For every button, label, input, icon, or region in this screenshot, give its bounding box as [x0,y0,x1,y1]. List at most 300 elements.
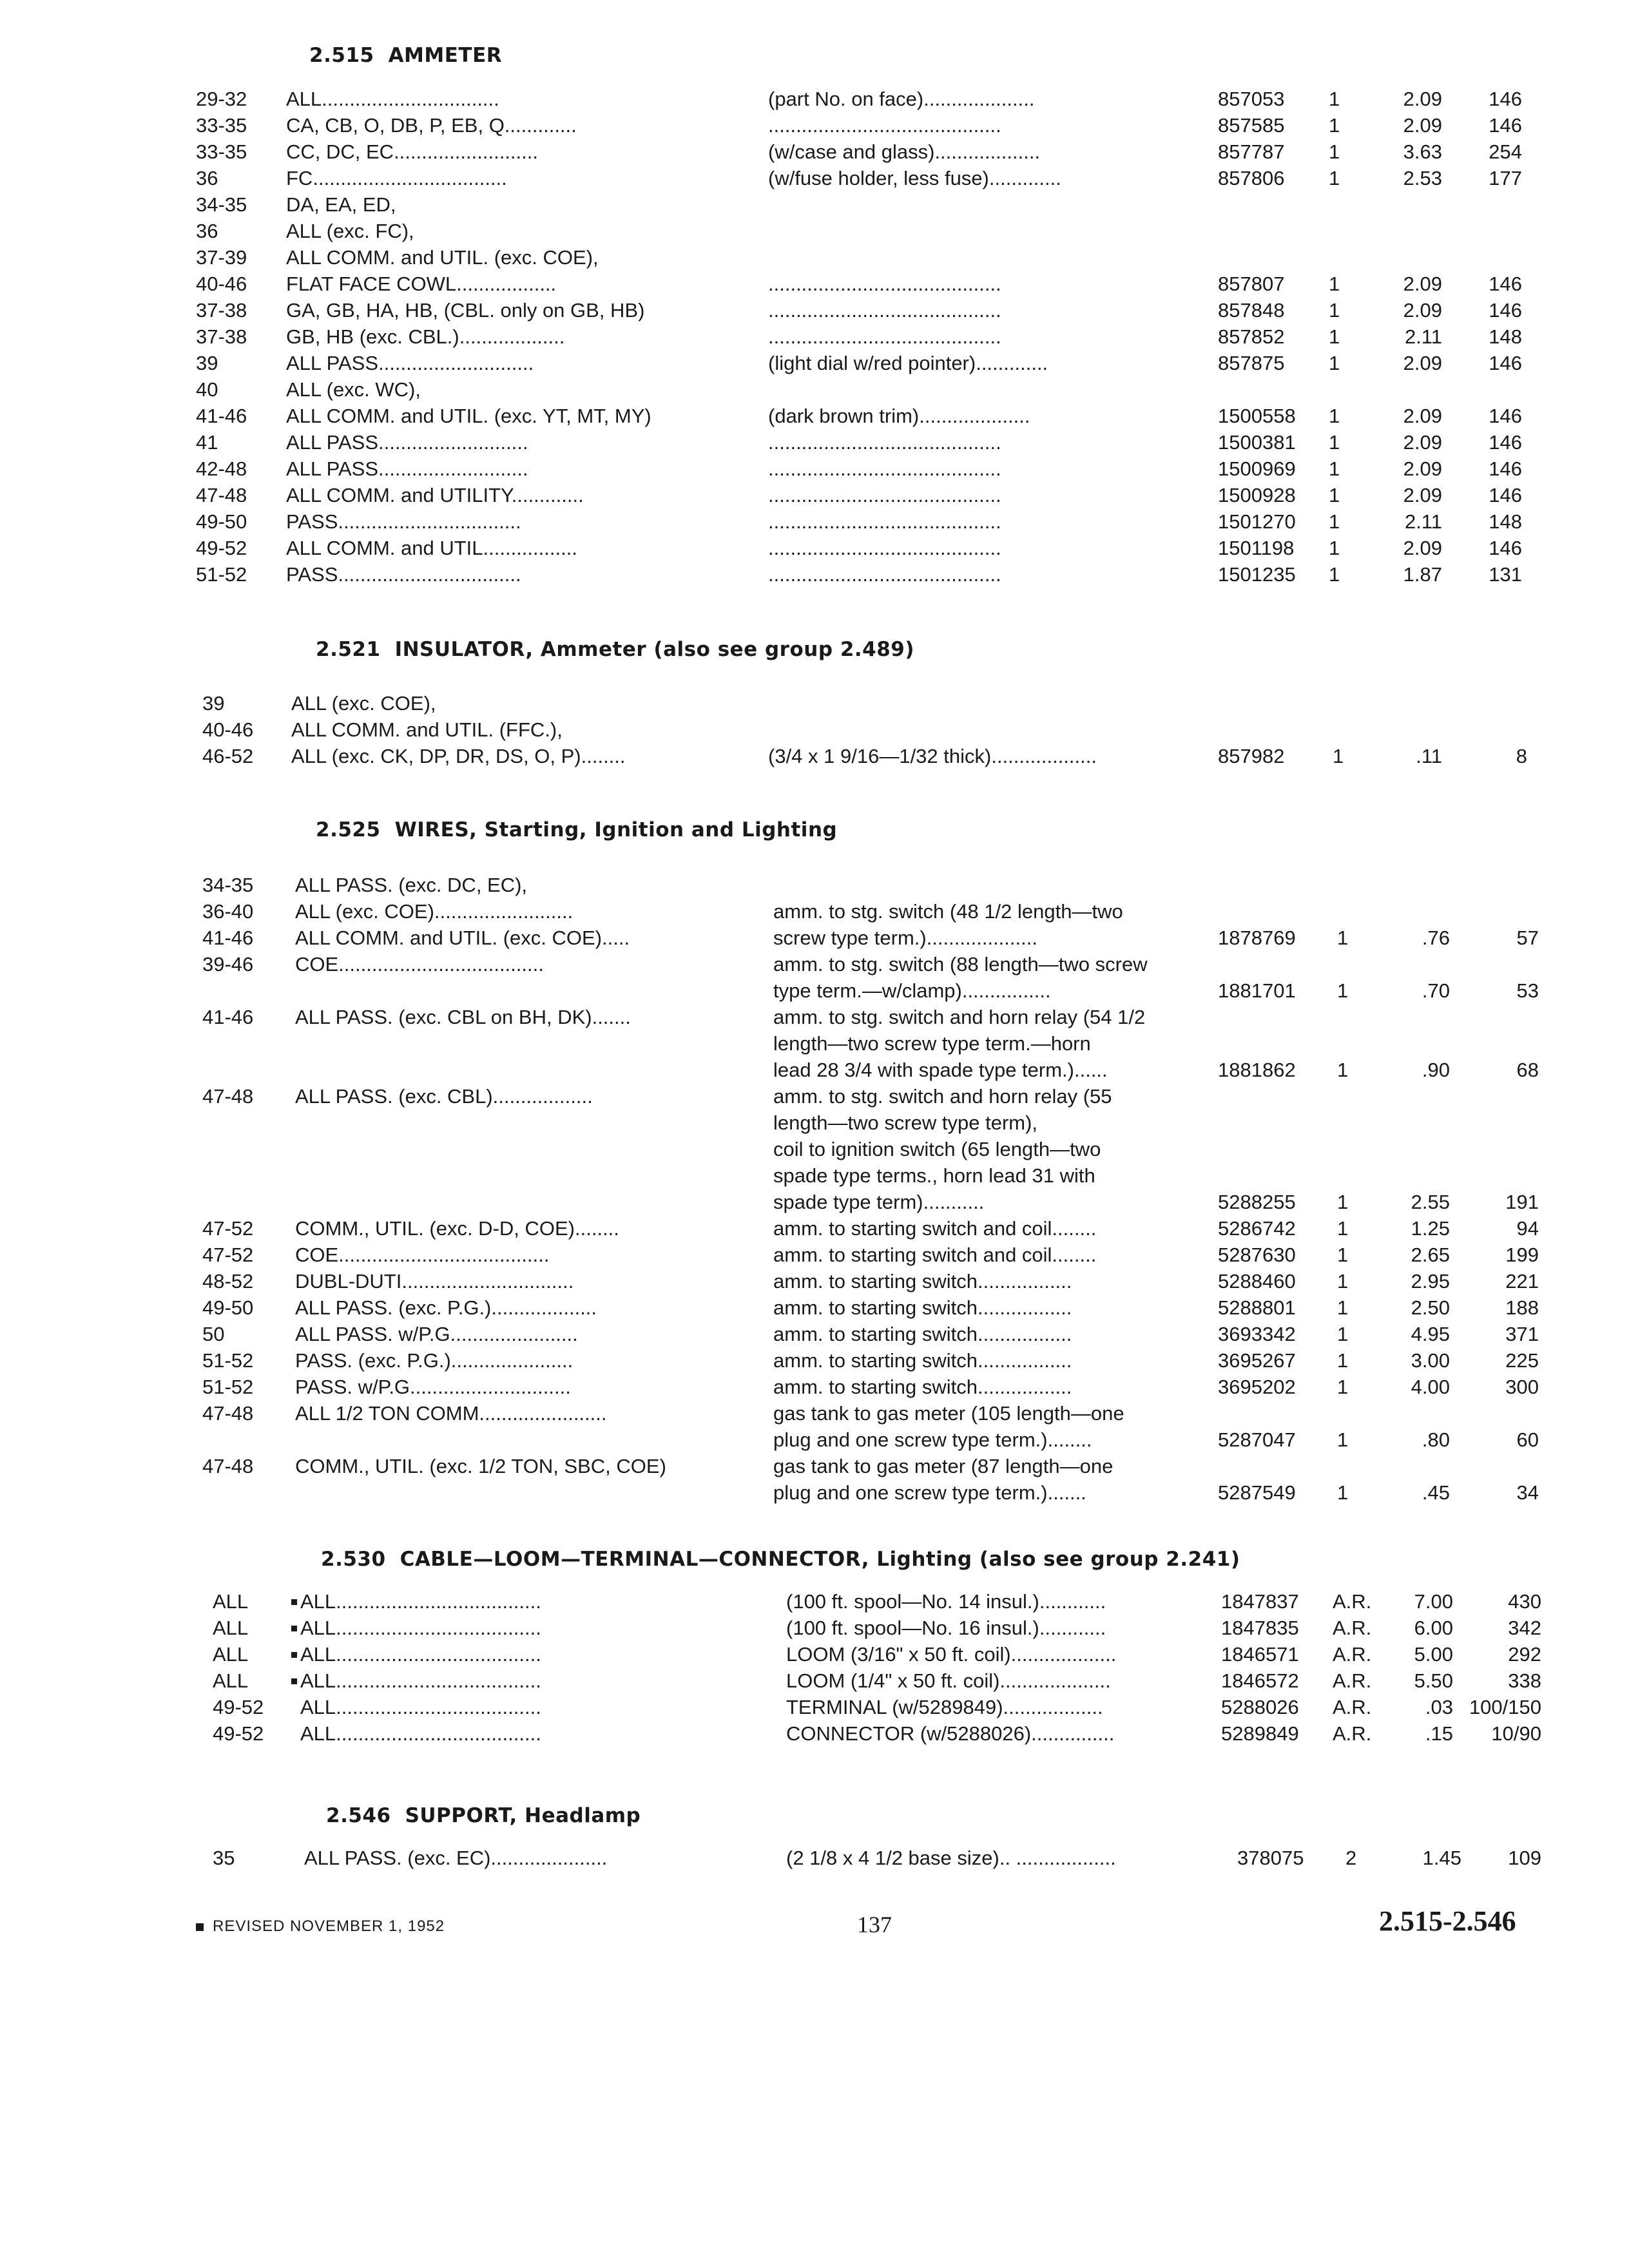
models-cell: PASS. (exc. P.G.)...................... [295,1349,574,1372]
list-price-cell: 7.00 [1414,1590,1453,1613]
years-cell: 47-48 [202,1085,254,1108]
quantity-cell: 1 [1337,1323,1349,1345]
list-price-cell: 2.11 [1404,510,1442,533]
description-cell: LOOM (1/4" x 50 ft. coil).................... [786,1669,1111,1692]
models-cell: CA, CB, O, DB, P, EB, Q............. [286,114,577,137]
quantity-cell: 1 [1337,1270,1349,1293]
description-cell: .......................................... [768,484,1001,506]
table-row [0,692,1629,718]
years-cell: 37-39 [196,246,247,269]
table-row [0,378,1629,405]
models-cell: ALL (exc. COE)......................... [295,900,574,923]
quantity-cell: 1 [1329,352,1340,374]
quantity-cell: A.R. [1333,1617,1372,1639]
list-price-cell: .15 [1425,1722,1453,1745]
quantity-cell: A.R. [1333,1669,1372,1692]
weight-cell: 100/150 [1469,1696,1541,1718]
list-price-cell: 2.09 [1403,431,1442,454]
description-cell: type term.—w/clamp)................ [773,979,1051,1002]
quantity-cell: 1 [1337,1349,1349,1372]
description-cell: .......................................... [768,457,1001,480]
models-cell: FLAT FACE COWL.................. [286,273,557,295]
models-cell: ALL................................ [286,88,499,110]
quantity-cell: 1 [1329,510,1340,533]
years-cell: 39-46 [202,953,254,975]
revision-date: REVISED NOVEMBER 1, 1952 [213,1917,445,1935]
description-cell: TERMINAL (w/5289849).................. [786,1696,1103,1718]
models-cell: ALL (exc. WC), [286,378,421,401]
weight-cell: 191 [1505,1191,1539,1213]
models-cell: ALL COMM. and UTIL. (exc. COE)..... [295,927,630,949]
weight-cell: 188 [1505,1296,1539,1319]
section-heading [316,818,837,841]
weight-cell: 254 [1489,140,1522,163]
years-cell: 36 [196,220,218,242]
description-cell: .......................................... [768,114,1001,137]
models-cell: ALL COMM. and UTIL. (exc. YT, MT, MY) [286,405,651,427]
models-cell: COE...................................... [295,1244,550,1266]
years-cell: 29-32 [196,88,247,110]
list-price-cell: 2.11 [1404,325,1442,348]
table-row [0,1669,1629,1696]
section-number: 2.530 [321,1548,386,1571]
table-row [0,1376,1629,1402]
quantity-cell: 1 [1329,431,1340,454]
part-number-cell: 1500928 [1218,484,1296,506]
section-heading [321,1548,1240,1571]
table-row [0,325,1629,352]
quantity-cell: 1 [1337,1296,1349,1319]
quantity-cell: 1 [1329,563,1340,586]
models-cell: ALL PASS. (exc. DC, EC), [295,874,528,896]
description-cell: (100 ft. spool—No. 16 insul.)............ [786,1617,1106,1639]
years-cell: 36-40 [202,900,254,923]
revision-note [196,1917,445,1936]
description-cell: plug and one screw type term.)........ [773,1428,1092,1451]
table-row [0,299,1629,325]
table-row [0,405,1629,431]
part-number-cell: 5287549 [1218,1481,1296,1504]
years-cell: 41-46 [196,405,247,427]
quantity-cell: A.R. [1333,1696,1372,1718]
weight-cell: 177 [1489,167,1522,189]
part-number-cell: 1847835 [1221,1617,1299,1639]
description-cell: .......................................... [768,299,1001,322]
years-cell: 41-46 [202,1006,254,1028]
table-row [0,1428,1629,1455]
table-row [0,457,1629,484]
models-cell: ALL PASS. (exc. CBL).................. [295,1085,593,1108]
models-cell: ALL PASS. (exc. P.G.)................... [295,1296,597,1319]
years-cell: 40-46 [196,273,247,295]
models-cell: PASS................................. [286,563,521,586]
list-price-cell: 6.00 [1414,1617,1453,1639]
years-cell: ALL [213,1669,249,1692]
models-cell: ALL 1/2 TON COMM....................... [295,1402,607,1425]
list-price-cell: 5.00 [1414,1643,1453,1666]
models-cell: ALL (exc. CK, DP, DR, DS, O, P)........ [291,745,626,767]
models-cell: COMM., UTIL. (exc. 1/2 TON, SBC, COE) [295,1455,666,1477]
table-row [0,537,1629,563]
description-cell: .......................................... [768,537,1001,559]
part-number-cell: 5289849 [1221,1722,1299,1745]
table-row [0,1059,1629,1085]
list-price-cell: 2.09 [1403,405,1442,427]
part-number-cell: 1881862 [1218,1059,1296,1081]
list-price-cell: 3.00 [1411,1349,1450,1372]
description-cell: (light dial w/red pointer)............. [768,352,1048,374]
table-row [0,1847,1629,1873]
page-number: 137 [857,1912,892,1937]
list-price-cell: .90 [1422,1059,1450,1081]
years-cell: 34-35 [202,874,254,896]
quantity-cell: 1 [1329,273,1340,295]
revised-marker-icon [291,1678,297,1684]
quantity-cell: 1 [1337,927,1349,949]
section-number: 2.515 [309,44,374,67]
part-number-cell: 1846572 [1221,1669,1299,1692]
part-number-cell: 5286742 [1218,1217,1296,1240]
list-price-cell: 5.50 [1414,1669,1453,1692]
weight-cell: 430 [1508,1590,1541,1613]
table-row [0,1722,1629,1749]
years-cell: 47-48 [202,1455,254,1477]
section-title: INSULATOR, Ammeter (also see group 2.489) [394,638,915,661]
table-row [0,220,1629,246]
table-row [0,953,1629,979]
list-price-cell: 2.09 [1403,484,1442,506]
description-cell: screw type term.).................... [773,927,1037,949]
quantity-cell: A.R. [1333,1643,1372,1666]
quantity-cell: 1 [1329,325,1340,348]
part-number-cell: 5287630 [1218,1244,1296,1266]
list-price-cell: 1.25 [1411,1217,1450,1240]
years-cell: 33-35 [196,140,247,163]
weight-cell: 146 [1489,114,1522,137]
table-row [0,1402,1629,1428]
part-number-cell: 5288460 [1218,1270,1296,1293]
description-cell: plug and one screw type term.)....... [773,1481,1086,1504]
part-number-cell: 3695202 [1218,1376,1296,1398]
weight-cell: 146 [1489,537,1522,559]
revised-marker-icon [291,1626,297,1631]
part-number-cell: 857053 [1218,88,1285,110]
years-cell: 47-48 [202,1402,254,1425]
years-cell: 49-52 [213,1722,264,1745]
table-row [0,1643,1629,1669]
models-cell: ALL COMM. and UTIL................. [286,537,577,559]
description-cell: (w/case and glass)................... [768,140,1041,163]
quantity-cell: 1 [1329,457,1340,480]
table-row [0,1006,1629,1032]
weight-cell: 131 [1489,563,1522,586]
years-cell: 36 [196,167,218,189]
table-row [0,1481,1629,1508]
section-number: 2.546 [326,1804,391,1827]
quantity-cell: 1 [1337,1481,1349,1504]
weight-cell: 94 [1516,1217,1539,1240]
models-cell: PASS. w/P.G............................. [295,1376,571,1398]
list-price-cell: .76 [1422,927,1450,949]
models-cell: ALL PASS. w/P.G....................... [295,1323,578,1345]
quantity-cell: 1 [1337,1428,1349,1451]
part-number-cell: 3695267 [1218,1349,1296,1372]
part-number-cell: 5288026 [1221,1696,1299,1718]
list-price-cell: 2.09 [1403,273,1442,295]
quantity-cell: 1 [1337,1244,1349,1266]
models-cell: ALL COMM. and UTIL. (FFC.), [291,718,563,741]
list-price-cell: 2.09 [1403,299,1442,322]
years-cell: 51-52 [202,1349,254,1372]
part-number-cell: 1501270 [1218,510,1296,533]
years-cell: 42-48 [196,457,247,480]
list-price-cell: 2.09 [1403,88,1442,110]
table-row [0,510,1629,537]
table-row [0,1138,1629,1164]
part-number-cell: 857806 [1218,167,1285,189]
weight-cell: 109 [1508,1847,1541,1869]
description-cell: .......................................... [768,273,1001,295]
models-cell: FC................................... [286,167,507,189]
models-cell: ALL..................................... [300,1669,541,1692]
quantity-cell: 1 [1333,745,1344,767]
table-row [0,246,1629,273]
years-cell: ALL [213,1643,249,1666]
quantity-cell: A.R. [1333,1590,1372,1613]
table-row [0,718,1629,745]
models-cell: ALL PASS........................... [286,457,528,480]
models-cell: CC, DC, EC.......................... [286,140,538,163]
models-cell: ALL..................................... [300,1590,541,1613]
part-number-cell: 378075 [1237,1847,1304,1869]
list-price-cell: 4.00 [1411,1376,1450,1398]
weight-cell: 10/90 [1491,1722,1541,1745]
table-row [0,745,1629,771]
part-number-cell: 1878769 [1218,927,1296,949]
models-cell: PASS................................. [286,510,521,533]
years-cell: 35 [213,1847,235,1869]
quantity-cell: 1 [1329,484,1340,506]
part-number-cell: 1500558 [1218,405,1296,427]
models-cell: DUBL-DUTI............................... [295,1270,574,1293]
list-price-cell: 2.09 [1403,352,1442,374]
part-number-cell: 857807 [1218,273,1285,295]
table-row [0,874,1629,900]
part-number-cell: 1846571 [1221,1643,1299,1666]
list-price-cell: .70 [1422,979,1450,1002]
models-cell: ALL PASS. (exc. CBL on BH, DK)....... [295,1006,631,1028]
list-price-cell: 2.09 [1403,114,1442,137]
description-cell: amm. to starting switch................. [773,1349,1072,1372]
part-number-cell: 5288801 [1218,1296,1296,1319]
description-cell: amm. to starting switch................. [773,1323,1072,1345]
models-cell: ALL (exc. COE), [291,692,436,715]
years-cell: ALL [213,1590,249,1613]
part-number-cell: 857585 [1218,114,1285,137]
quantity-cell: 1 [1337,1191,1349,1213]
group-range: 2.515-2.546 [1379,1905,1516,1937]
weight-cell: 148 [1489,325,1522,348]
description-cell: amm. to starting switch and coil........ [773,1244,1097,1266]
description-cell: length—two screw type term), [773,1111,1038,1134]
years-cell: 39 [202,692,225,715]
quantity-cell: A.R. [1333,1722,1372,1745]
models-cell: ALL COMM. and UTILITY............. [286,484,584,506]
section-heading [316,638,914,661]
table-row [0,88,1629,114]
table-row [0,484,1629,510]
description-cell: (100 ft. spool—No. 14 insul.)............ [786,1590,1106,1613]
quantity-cell: 1 [1329,167,1340,189]
weight-cell: 146 [1489,299,1522,322]
table-row [0,1323,1629,1349]
weight-cell: 146 [1489,405,1522,427]
part-number-cell: 5288255 [1218,1191,1296,1213]
description-cell: amm. to stg. switch (48 1/2 length—two [773,900,1123,923]
weight-cell: 53 [1516,979,1539,1002]
part-number-cell: 857852 [1218,325,1285,348]
table-row [0,1191,1629,1217]
quantity-cell: 1 [1329,114,1340,137]
weight-cell: 371 [1505,1323,1539,1345]
description-cell: (3/4 x 1 9/16—1/32 thick)................... [768,745,1097,767]
years-cell: 49-52 [196,537,247,559]
models-cell: GA, GB, HA, HB, (CBL. only on GB, HB) [286,299,645,322]
years-cell: 37-38 [196,299,247,322]
part-number-cell: 857848 [1218,299,1285,322]
weight-cell: 146 [1489,457,1522,480]
list-price-cell: 2.53 [1403,167,1442,189]
part-number-cell: 857875 [1218,352,1285,374]
table-row [0,140,1629,167]
quantity-cell: 1 [1329,88,1340,110]
description-cell: .......................................... [768,325,1001,348]
years-cell: 49-52 [213,1696,264,1718]
table-row [0,167,1629,193]
description-cell: gas tank to gas meter (87 length—one [773,1455,1113,1477]
list-price-cell: 2.55 [1411,1191,1450,1213]
list-price-cell: .45 [1422,1481,1450,1504]
description-cell: .......................................... [768,510,1001,533]
description-cell: (dark brown trim).................... [768,405,1030,427]
list-price-cell: 3.63 [1403,140,1442,163]
quantity-cell: 1 [1329,299,1340,322]
table-row [0,114,1629,140]
part-number-cell: 1501235 [1218,563,1296,586]
table-row [0,927,1629,953]
quantity-cell: 2 [1345,1847,1357,1869]
description-cell: lead 28 3/4 with spade type term.)...... [773,1059,1108,1081]
table-row [0,431,1629,457]
part-number-cell: 857982 [1218,745,1285,767]
description-cell: amm. to stg. switch and horn relay (54 1/2 [773,1006,1146,1028]
description-cell: (part No. on face).................... [768,88,1035,110]
table-row [0,1349,1629,1376]
table-row [0,1164,1629,1191]
weight-cell: 292 [1508,1643,1541,1666]
table-row [0,352,1629,378]
years-cell: 34-35 [196,193,247,216]
years-cell: 47-48 [196,484,247,506]
list-price-cell: 1.87 [1403,563,1442,586]
years-cell: 39 [196,352,218,374]
list-price-cell: 2.50 [1411,1296,1450,1319]
section-number: 2.525 [316,818,381,841]
years-cell: 50 [202,1323,225,1345]
description-cell: .......................................... [768,563,1001,586]
years-cell: 49-50 [196,510,247,533]
weight-cell: 342 [1508,1617,1541,1639]
years-cell: ALL [213,1617,249,1639]
years-cell: 41-46 [202,927,254,949]
table-row [0,1032,1629,1059]
revision-marker-icon [196,1923,204,1931]
table-row [0,1455,1629,1481]
years-cell: 48-52 [202,1270,254,1293]
quantity-cell: 1 [1329,405,1340,427]
list-price-cell: 4.95 [1411,1323,1450,1345]
table-row [0,1696,1629,1722]
description-cell: amm. to stg. switch (88 length—two screw [773,953,1148,975]
part-number-cell: 1847837 [1221,1590,1299,1613]
weight-cell: 300 [1505,1376,1539,1398]
table-row [0,1217,1629,1244]
years-cell: 47-52 [202,1244,254,1266]
weight-cell: 199 [1505,1244,1539,1266]
part-number-cell: 5287047 [1218,1428,1296,1451]
models-cell: ALL..................................... [300,1722,541,1745]
weight-cell: 225 [1505,1349,1539,1372]
models-cell: DA, EA, ED, [286,193,396,216]
description-cell: coil to ignition switch (65 length—two [773,1138,1101,1160]
weight-cell: 146 [1489,273,1522,295]
table-row [0,193,1629,220]
revised-marker-icon [291,1652,297,1658]
weight-cell: 338 [1508,1669,1541,1692]
years-cell: 33-35 [196,114,247,137]
list-price-cell: .11 [1416,745,1442,767]
section-title: AMMETER [388,44,503,67]
table-row [0,563,1629,590]
part-number-cell: 3693342 [1218,1323,1296,1345]
table-row [0,1617,1629,1643]
list-price-cell: .80 [1422,1428,1450,1451]
part-number-cell: 1501198 [1218,537,1295,559]
part-number-cell: 1500381 [1218,431,1296,454]
quantity-cell: 1 [1337,1376,1349,1398]
models-cell: ALL PASS........................... [286,431,528,454]
models-cell: ALL (exc. FC), [286,220,414,242]
description-cell: length—two screw type term.—horn [773,1032,1091,1055]
models-cell: ALL..................................... [300,1617,541,1639]
section-title: WIRES, Starting, Ignition and Lighting [394,818,838,841]
years-cell: 47-52 [202,1217,254,1240]
years-cell: 51-52 [196,563,247,586]
weight-cell: 221 [1505,1270,1539,1293]
models-cell: ALL..................................... [300,1696,541,1718]
weight-cell: 146 [1489,431,1522,454]
weight-cell: 146 [1489,484,1522,506]
table-row [0,1590,1629,1617]
weight-cell: 146 [1489,88,1522,110]
quantity-cell: 1 [1337,979,1349,1002]
description-cell: amm. to starting switch and coil........ [773,1217,1097,1240]
part-number-cell: 857787 [1218,140,1285,163]
weight-cell: 60 [1516,1428,1539,1451]
description-cell: gas tank to gas meter (105 length—one [773,1402,1124,1425]
description-cell: LOOM (3/16" x 50 ft. coil)................... [786,1643,1117,1666]
list-price-cell: .03 [1425,1696,1453,1718]
